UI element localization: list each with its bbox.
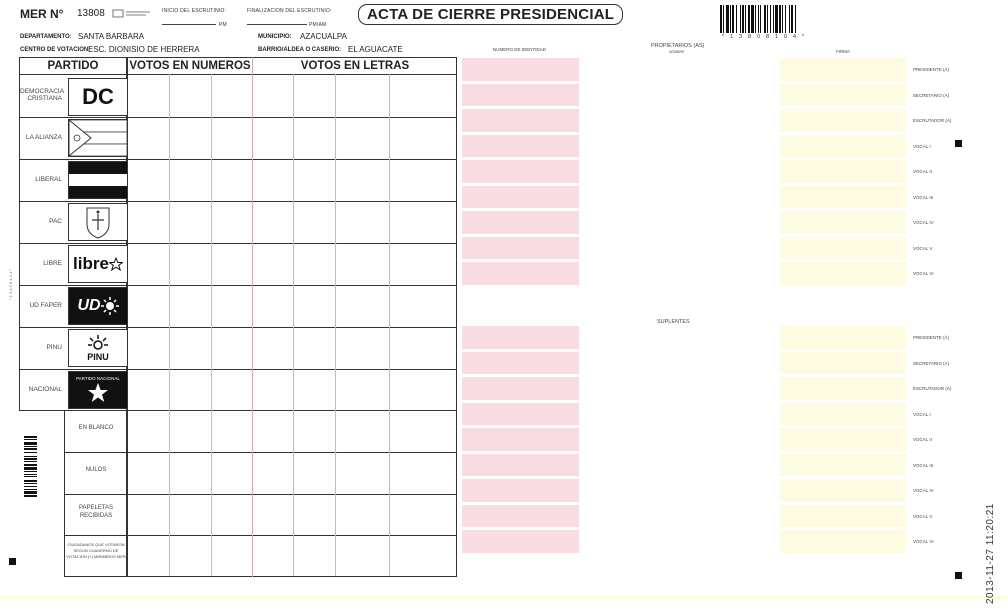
table-grid-line	[211, 74, 212, 576]
identidad-field[interactable]	[462, 160, 579, 183]
extra-en-blanco: EN BLANCO	[78, 425, 114, 431]
numero-identidad-label: NUMERO DE IDENTIDAD	[493, 47, 547, 52]
ud-sun-icon	[101, 297, 119, 315]
pinu-logo-icon	[68, 329, 128, 367]
barcode-bar	[24, 476, 37, 477]
identidad-field[interactable]	[462, 505, 579, 528]
col-header-letras: VOTOS EN LETRAS	[300, 60, 410, 72]
identidad-field[interactable]	[462, 135, 579, 158]
table-grid-line	[64, 494, 457, 495]
barcode-bar	[764, 5, 766, 33]
party-name-libre: LIBRE	[43, 260, 62, 267]
role-label: VOCAL I	[913, 143, 931, 149]
barcode-bar	[24, 480, 37, 482]
ud-logo-text: UD	[77, 297, 101, 314]
barcode-bar	[779, 5, 781, 33]
nacional-logo-text: PARTIDO NACIONAL	[76, 376, 120, 381]
firma-field[interactable]	[780, 186, 906, 209]
nacional-logo-icon	[68, 371, 128, 409]
table-grid-line	[19, 57, 457, 58]
barcode-bar	[24, 495, 37, 497]
dc-logo-icon	[68, 78, 128, 116]
finalizacion-label: FINALIZACION DEL ESCRUTINIO:	[247, 8, 332, 14]
table-grid-line	[19, 74, 457, 75]
barcode-top-icon	[720, 5, 824, 33]
barcode-bar	[773, 5, 774, 33]
barcode-bar	[24, 442, 37, 445]
barcode-bar	[758, 5, 759, 33]
registration-mark-icon	[9, 558, 16, 565]
identidad-field[interactable]	[462, 403, 579, 426]
barcode-bar	[740, 5, 741, 33]
identidad-field[interactable]	[462, 84, 579, 107]
bottom-strip	[0, 596, 1008, 599]
centro-label: CENTRO DE VOTACION:	[20, 47, 91, 53]
table-grid-line	[456, 57, 457, 577]
liberal-flag-icon	[68, 161, 128, 199]
party-name-ud: UD FAPER	[29, 302, 62, 309]
identidad-field[interactable]	[462, 326, 579, 349]
barcode-bar	[24, 458, 37, 460]
document-title: ACTA DE CIERRE PRESIDENCIAL	[358, 4, 623, 25]
libre-logo-icon	[68, 245, 128, 283]
barcode-bar	[785, 5, 786, 33]
party-name-liberal: LIBERAL	[35, 176, 62, 183]
barcode-top-text: * 1 3 8 0 8 1 0 4 *	[722, 34, 807, 40]
barcode-bar	[748, 5, 750, 33]
role-label: ESCRUTADOR (A)	[913, 386, 952, 391]
firma-field[interactable]	[780, 428, 906, 451]
identidad-field[interactable]	[462, 262, 579, 285]
table-grid-line	[293, 74, 294, 576]
identidad-field[interactable]	[462, 530, 579, 553]
party-name-alianza: LA ALIANZA	[25, 134, 62, 141]
firma-field[interactable]	[780, 237, 906, 260]
barcode-bar	[767, 5, 768, 33]
firma-field[interactable]	[780, 505, 906, 528]
table-grid-line	[19, 285, 457, 286]
ud-logo-icon	[68, 287, 128, 325]
firma-field[interactable]	[780, 377, 906, 400]
departamento-label: DEPARTAMENTO:	[20, 34, 72, 40]
inicio-label: INICIO DEL ESCRUTINIO:	[162, 8, 227, 14]
table-grid-line	[19, 201, 457, 202]
mer-label: MER N°	[20, 7, 64, 21]
identidad-field[interactable]	[462, 377, 579, 400]
barcode-bar	[24, 464, 37, 466]
role-label: ESCRUTADOR (A)	[913, 118, 952, 123]
registration-mark-icon	[955, 572, 962, 579]
identidad-field[interactable]	[462, 109, 579, 132]
finalizacion-field[interactable]	[247, 24, 307, 25]
table-grid-line	[19, 243, 457, 244]
role-label: VOCAL VI	[913, 539, 934, 544]
identidad-field[interactable]	[462, 211, 579, 234]
barcode-side-icon	[24, 436, 44, 528]
role-label: VOCAL VI	[913, 271, 934, 276]
barcode-bar	[742, 5, 744, 33]
libre-logo-text: libre	[73, 254, 109, 273]
table-grid-line	[19, 57, 20, 410]
alianza-flag-icon	[68, 119, 128, 157]
pinu-logo-text: PINU	[87, 351, 109, 362]
firma-field[interactable]	[780, 160, 906, 183]
tse-logo-icon	[112, 7, 152, 19]
barrio-label: BARRIO/ALDEA O CASERIO:	[258, 47, 342, 53]
role-label: VOCAL IV	[913, 220, 934, 225]
municipio-label: MUNICIPIO:	[258, 34, 292, 40]
inicio-suffix: PM	[219, 22, 227, 28]
extra-papeletas: PAPELETAS RECIBIDAS	[78, 505, 114, 519]
firma-field[interactable]	[780, 454, 906, 477]
table-grid-line	[19, 117, 457, 118]
barcode-bar	[24, 439, 37, 440]
role-label: SECRETARIO (A)	[913, 360, 950, 366]
suplentes-label: SUPLENTES	[657, 319, 690, 325]
barcode-bar	[24, 452, 37, 453]
barcode-bar	[795, 5, 796, 33]
role-label: VOCAL III	[913, 462, 934, 468]
identidad-field[interactable]	[462, 186, 579, 209]
firma-field[interactable]	[780, 58, 906, 81]
municipio-value: AZACUALPA	[300, 32, 347, 41]
role-label: VOCAL II	[913, 437, 932, 442]
role-label: PRESIDENTE (A)	[913, 67, 950, 72]
barcode-bar	[24, 491, 37, 494]
extra-ciudadanos: CIUDADANOS QUE VOTARON SEGUN CUADERNO DE VOTACION (+) MIEMBROS MER	[66, 542, 126, 559]
identidad-field[interactable]	[462, 352, 579, 375]
pinu-sun-icon	[88, 335, 108, 353]
barcode-bar	[723, 5, 724, 33]
barcode-bar	[760, 5, 761, 33]
nombre-label: NOMBRE	[669, 50, 685, 54]
table-grid-line	[64, 452, 457, 453]
party-name-pac: PAC	[49, 218, 62, 225]
identidad-field[interactable]	[462, 237, 579, 260]
role-label: VOCAL I	[913, 411, 931, 417]
barcode-bar	[720, 5, 722, 33]
barcode-bar	[791, 5, 793, 33]
barcode-bar	[726, 5, 729, 33]
party-name-pinu: PINU	[46, 344, 62, 351]
firma-field[interactable]	[780, 479, 906, 502]
barcode-bar	[775, 5, 778, 33]
firma-field[interactable]	[780, 326, 906, 349]
party-name-nacional: NACIONAL	[28, 386, 62, 393]
party-name-dc: DEMOCRACIA CRISTIANA	[20, 88, 65, 102]
barcode-bar	[782, 5, 783, 33]
nacional-star-icon	[87, 382, 109, 404]
col-header-partido: PARTIDO	[47, 60, 99, 72]
col-header-numeros: VOTOS EN NUMEROS	[129, 60, 251, 72]
role-label: VOCAL IV	[913, 488, 934, 493]
table-grid-line	[19, 327, 457, 328]
barrio-value: EL AGUACATE	[348, 45, 403, 54]
barcode-bar	[24, 471, 37, 472]
scan-timestamp: 2013-11-27 11:20:21	[985, 503, 996, 604]
table-grid-line	[389, 74, 390, 576]
role-label: VOCAL II	[913, 169, 932, 174]
mer-number: 13808	[77, 8, 105, 19]
role-label: SECRETARIO (A)	[913, 92, 950, 98]
firma-field[interactable]	[780, 109, 906, 132]
role-label: VOCAL V	[913, 513, 933, 519]
barcode-bar	[732, 5, 734, 33]
firma-field[interactable]	[780, 352, 906, 375]
registration-mark-icon	[955, 140, 962, 147]
barcode-bar	[24, 456, 37, 457]
centro-value: ESC. DIONISIO DE HERRERA	[88, 45, 200, 54]
firma-field[interactable]	[780, 403, 906, 426]
finalizacion-suffix: PM/AM	[309, 22, 327, 28]
barcode-bar	[24, 436, 37, 438]
identidad-field[interactable]	[462, 454, 579, 477]
firma-field[interactable]	[780, 530, 906, 553]
table-grid-line	[19, 369, 457, 370]
role-label: VOCAL V	[913, 245, 933, 251]
libre-star-icon	[109, 257, 123, 271]
firma-field[interactable]	[780, 262, 906, 285]
inicio-field[interactable]	[162, 24, 216, 25]
barcode-bar	[745, 5, 746, 33]
firma-field[interactable]	[780, 84, 906, 107]
barcode-bar	[770, 5, 771, 33]
barcode-bar	[24, 467, 37, 470]
role-label: VOCAL III	[913, 194, 934, 200]
barcode-bar	[24, 461, 37, 462]
role-label: PRESIDENTE (A)	[913, 335, 950, 340]
extra-nulos: NULOS	[85, 467, 107, 473]
barcode-bar	[24, 486, 37, 487]
barcode-bar	[24, 483, 37, 484]
identidad-field[interactable]	[462, 58, 579, 81]
table-grid-line	[169, 74, 170, 576]
barcode-bar	[24, 448, 37, 450]
barcode-bar	[751, 5, 754, 33]
barcode-bar	[24, 446, 37, 447]
table-grid-line	[19, 159, 457, 160]
table-grid-line	[252, 57, 253, 577]
pac-shield-icon	[68, 203, 128, 241]
table-grid-line	[335, 74, 336, 576]
firma-field[interactable]	[780, 211, 906, 234]
barcode-bar	[755, 5, 756, 33]
departamento-value: SANTA BARBARA	[78, 32, 145, 41]
table-grid-line	[64, 576, 457, 577]
identidad-field[interactable]	[462, 428, 579, 451]
table-grid-line	[64, 535, 457, 536]
side-vertical-text: * 1 3 8 0 8 1 0 4 *	[8, 269, 13, 300]
dc-logo-text: DC	[82, 84, 114, 109]
identidad-field[interactable]	[462, 479, 579, 502]
firma-label: FIRMA	[836, 49, 850, 54]
firma-field[interactable]	[780, 135, 906, 158]
table-grid-line	[19, 410, 457, 411]
barcode-bar	[736, 5, 737, 33]
barcode-bar	[24, 474, 37, 475]
barcode-bar	[789, 5, 790, 33]
barcode-bar	[24, 489, 37, 490]
barcode-bar	[730, 5, 731, 33]
propietarios-label: PROPIETARIOS (AS)	[651, 43, 705, 49]
